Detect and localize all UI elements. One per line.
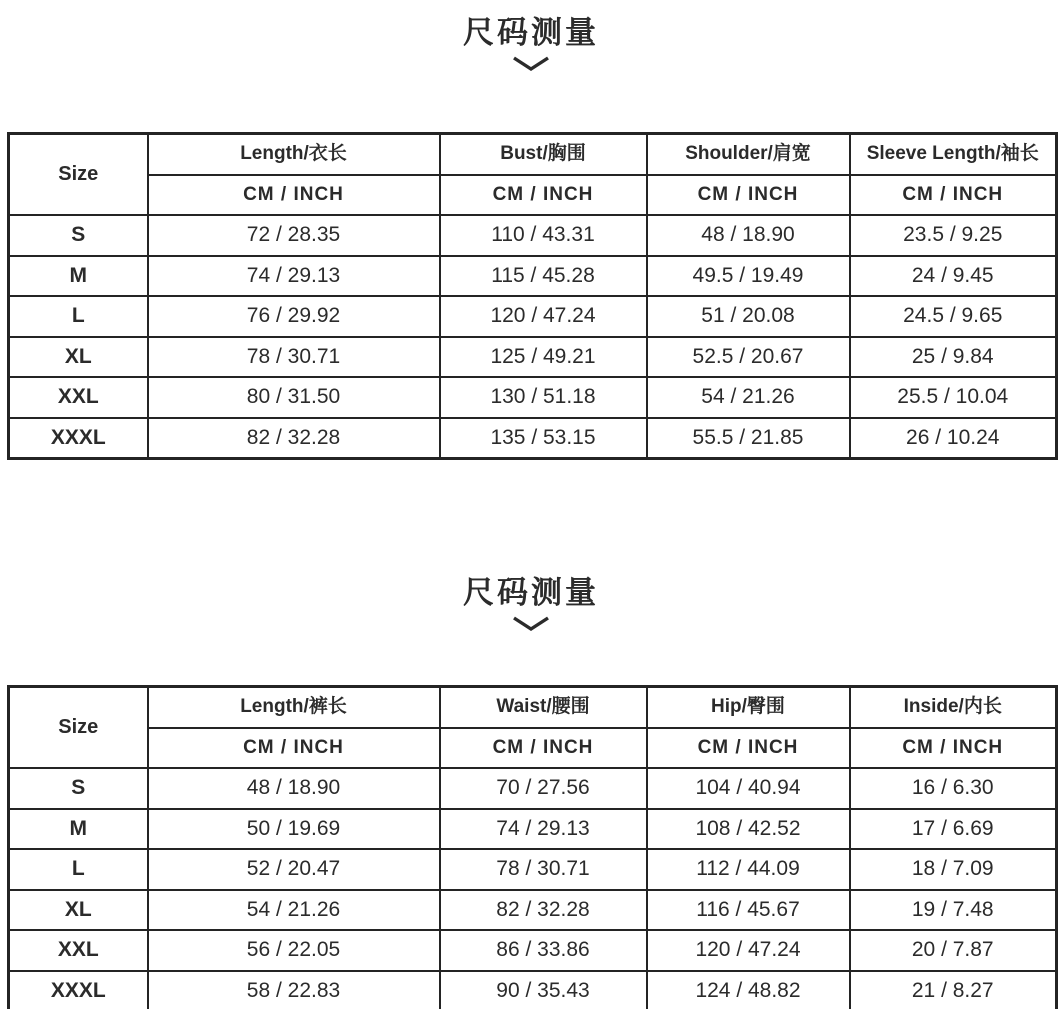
table-unit-row (9, 728, 1057, 769)
size-cell: XXXL (9, 418, 148, 459)
value-cell: 58 / 22.83 (148, 971, 440, 1009)
value-cell: 125 / 49.21 (440, 337, 647, 378)
tops-size-table (7, 132, 1058, 460)
column-header-sleeve: Sleeve Length/袖长 (850, 134, 1057, 175)
value-cell: 25 / 9.84 (850, 337, 1057, 378)
value-cell: 72 / 28.35 (148, 215, 440, 256)
value-cell: 19 / 7.48 (850, 890, 1057, 931)
size-column-header: Size (9, 134, 148, 216)
column-header-hip: Hip/臀围 (647, 687, 850, 728)
table-row (9, 809, 1057, 850)
value-cell: 21 / 8.27 (850, 971, 1057, 1009)
value-cell: 135 / 53.15 (440, 418, 647, 459)
value-cell: 54 / 21.26 (148, 890, 440, 931)
value-cell: 80 / 31.50 (148, 377, 440, 418)
size-cell: M (9, 256, 148, 297)
value-cell: 78 / 30.71 (148, 337, 440, 378)
table-row (9, 337, 1057, 378)
value-cell: 16 / 6.30 (850, 768, 1057, 809)
value-cell: 49.5 / 19.49 (647, 256, 850, 297)
size-cell: XXXL (9, 971, 148, 1009)
unit-header: CM / INCH (850, 728, 1057, 769)
table-row (9, 296, 1057, 337)
value-cell: 120 / 47.24 (440, 296, 647, 337)
value-cell: 24 / 9.45 (850, 256, 1057, 297)
value-cell: 90 / 35.43 (440, 971, 647, 1009)
chevron-down-icon (0, 615, 1062, 632)
size-cell: S (9, 215, 148, 256)
table-row (9, 215, 1057, 256)
value-cell: 54 / 21.26 (647, 377, 850, 418)
size-cell: XXL (9, 930, 148, 971)
value-cell: 17 / 6.69 (850, 809, 1057, 850)
value-cell: 52 / 20.47 (148, 849, 440, 890)
value-cell: 20 / 7.87 (850, 930, 1057, 971)
table-row (9, 418, 1057, 459)
table-row (9, 256, 1057, 297)
unit-header: CM / INCH (148, 728, 440, 769)
table-row (9, 849, 1057, 890)
table-row (9, 971, 1057, 1009)
value-cell: 52.5 / 20.67 (647, 337, 850, 378)
value-cell: 70 / 27.56 (440, 768, 647, 809)
column-header-length: Length/衣长 (148, 134, 440, 175)
value-cell: 26 / 10.24 (850, 418, 1057, 459)
value-cell: 108 / 42.52 (647, 809, 850, 850)
value-cell: 25.5 / 10.04 (850, 377, 1057, 418)
value-cell: 110 / 43.31 (440, 215, 647, 256)
value-cell: 48 / 18.90 (148, 768, 440, 809)
size-cell: XXL (9, 377, 148, 418)
spacer (0, 632, 1062, 685)
value-cell: 74 / 29.13 (148, 256, 440, 297)
value-cell: 50 / 19.69 (148, 809, 440, 850)
unit-header: CM / INCH (148, 175, 440, 216)
unit-header: CM / INCH (647, 175, 850, 216)
size-cell: XL (9, 337, 148, 378)
table-header-row (9, 687, 1057, 728)
bottoms-size-table (7, 685, 1058, 1009)
table-row (9, 768, 1057, 809)
value-cell: 24.5 / 9.65 (850, 296, 1057, 337)
value-cell: 112 / 44.09 (647, 849, 850, 890)
unit-header: CM / INCH (440, 728, 647, 769)
column-header-waist: Waist/腰围 (440, 687, 647, 728)
value-cell: 130 / 51.18 (440, 377, 647, 418)
column-header-bust: Bust/胸围 (440, 134, 647, 175)
size-cell: S (9, 768, 148, 809)
value-cell: 51 / 20.08 (647, 296, 850, 337)
value-cell: 124 / 48.82 (647, 971, 850, 1009)
unit-header: CM / INCH (440, 175, 647, 216)
table-unit-row (9, 175, 1057, 216)
value-cell: 115 / 45.28 (440, 256, 647, 297)
value-cell: 120 / 47.24 (647, 930, 850, 971)
size-cell: XL (9, 890, 148, 931)
table-row (9, 377, 1057, 418)
table-row (9, 930, 1057, 971)
size-cell: M (9, 809, 148, 850)
value-cell: 82 / 32.28 (440, 890, 647, 931)
column-header-shoulder: Shoulder/肩宽 (647, 134, 850, 175)
value-cell: 104 / 40.94 (647, 768, 850, 809)
value-cell: 23.5 / 9.25 (850, 215, 1057, 256)
value-cell: 116 / 45.67 (647, 890, 850, 931)
column-header-length: Length/裤长 (148, 687, 440, 728)
value-cell: 82 / 32.28 (148, 418, 440, 459)
value-cell: 86 / 33.86 (440, 930, 647, 971)
table-row (9, 890, 1057, 931)
size-column-header: Size (9, 687, 148, 769)
spacer (0, 460, 1062, 560)
unit-header: CM / INCH (647, 728, 850, 769)
size-cell: L (9, 849, 148, 890)
value-cell: 78 / 30.71 (440, 849, 647, 890)
value-cell: 48 / 18.90 (647, 215, 850, 256)
value-cell: 55.5 / 21.85 (647, 418, 850, 459)
size-chart-section-bottoms (0, 560, 1062, 1009)
column-header-inside: Inside/内长 (850, 687, 1057, 728)
table-header-row (9, 134, 1057, 175)
size-cell: L (9, 296, 148, 337)
spacer (0, 72, 1062, 132)
unit-header: CM / INCH (850, 175, 1057, 216)
chevron-down-icon (0, 55, 1062, 72)
value-cell: 56 / 22.05 (148, 930, 440, 971)
size-chart-section-tops (0, 0, 1062, 460)
value-cell: 76 / 29.92 (148, 296, 440, 337)
section-title: 尺码测量 (463, 575, 599, 610)
value-cell: 74 / 29.13 (440, 809, 647, 850)
value-cell: 18 / 7.09 (850, 849, 1057, 890)
section-title: 尺码测量 (463, 15, 599, 50)
